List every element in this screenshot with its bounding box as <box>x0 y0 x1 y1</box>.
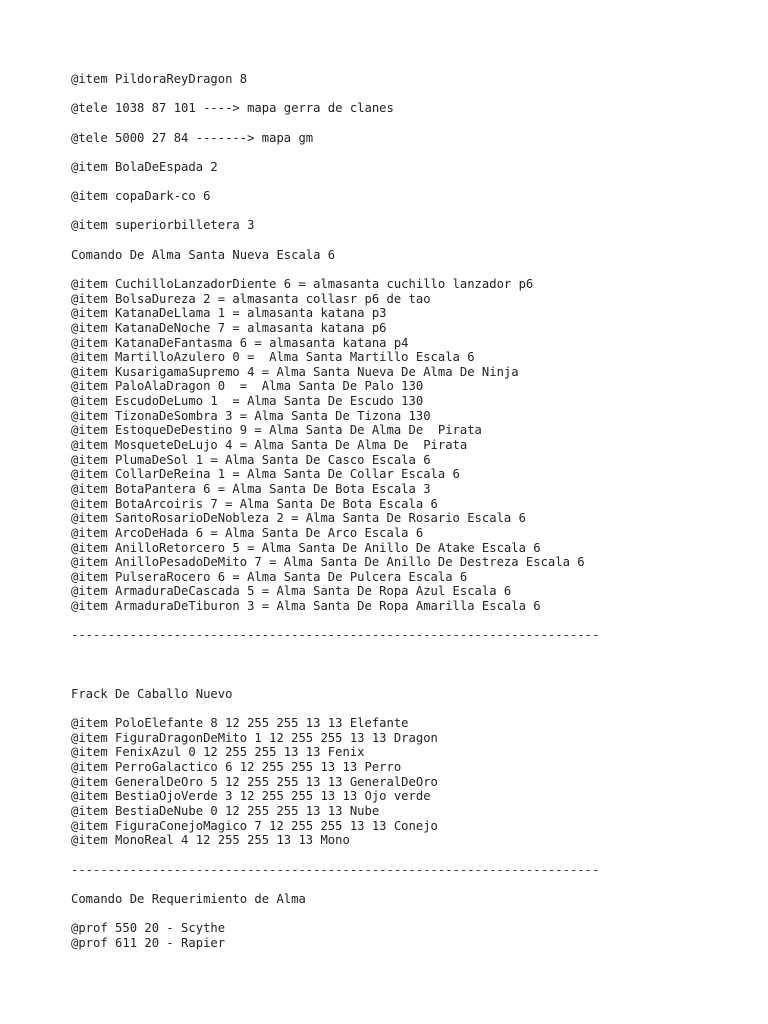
text-line: @item PildoraReyDragon 8 <box>71 72 248 86</box>
text-line: @item MosqueteDeLujo 4 = Alma Santa De Alma De Pirata <box>71 438 468 453</box>
text-line: @tele 5000 27 84 -------> mapa gm <box>71 130 314 145</box>
blank-line <box>71 87 761 102</box>
text-line: @item PulseraRocero 6 = Alma Santa De Pulcera Escala 6 <box>71 569 468 584</box>
text-line: @tele 1038 87 101 ----> mapa gerra de clanes <box>71 101 394 116</box>
blank-line <box>71 658 761 673</box>
blank-line <box>71 877 761 892</box>
text-line: Comando De Requerimiento de Alma <box>71 891 306 906</box>
document-body <box>71 72 761 950</box>
text-line: @item FiguraConejoMagico 7 12 255 255 13 13 Conejo <box>71 818 438 833</box>
text-line: @item ArmaduraDeTiburon 3 = Alma Santa De Ropa Amarilla Escala 6 <box>71 599 541 614</box>
text-line: @item EscudoDeLumo 1 = Alma Santa De Escudo 130 <box>71 394 424 409</box>
blank-line <box>71 204 761 219</box>
text-line: Comando De Alma Santa Nueva Escala 6 <box>71 247 336 262</box>
blank-line <box>71 672 761 687</box>
blank-line <box>71 233 761 248</box>
text-line: @item FenixAzul 0 12 255 255 13 13 Fenix <box>71 745 365 760</box>
blank-line <box>71 702 761 717</box>
text-line: @item KatanaDeLlama 1 = almasanta katana p3 <box>71 306 387 321</box>
text-line: @item TizonaDeSombra 3 = Alma Santa De Tizona 130 <box>71 408 431 423</box>
section-separator: ------------------------------------------------------------------------ <box>71 628 600 643</box>
blank-line <box>71 643 761 658</box>
text-line: @item ArmaduraDeCascada 5 = Alma Santa De Ropa Azul Escala 6 <box>71 584 512 599</box>
text-line: @item PoloElefante 8 12 255 255 13 13 Elefante <box>71 716 409 731</box>
text-line: @item BotaArcoiris 7 = Alma Santa De Bota Escala 6 <box>71 496 438 511</box>
section-separator: ------------------------------------------------------------------------ <box>71 862 600 877</box>
text-line: @item BolaDeEspada 2 <box>71 159 218 174</box>
text-line: @item PaloAlaDragon 0 = Alma Santa De Palo 130 <box>71 379 424 394</box>
text-line: @item EstoqueDeDestino 9 = Alma Santa De Alma De Pirata <box>71 423 482 438</box>
text-line: @item BestiaOjoVerde 3 12 255 255 13 13 Ojo verde <box>71 789 431 804</box>
text-line: @item AnilloPesadoDeMito 7 = Alma Santa De Anillo De Destreza Escala 6 <box>71 555 585 570</box>
text-line: @item CuchilloLanzadorDiente 6 = almasanta cuchillo lanzador p6 <box>71 276 534 291</box>
text-line: @item AnilloRetorcero 5 = Alma Santa De Anillo De Atake Escala 6 <box>71 540 541 555</box>
text-line: @item BolsaDureza 2 = almasanta collasr p6 de tao <box>71 291 431 306</box>
text-line: @item MonoReal 4 12 255 255 13 13 Mono <box>71 833 350 848</box>
text-line: @item ArcoDeHada 6 = Alma Santa De Arco Escala 6 <box>71 525 424 540</box>
text-line: @item GeneralDeOro 5 12 255 255 13 13 GeneralDeOro <box>71 774 438 789</box>
text-line: @item BestiaDeNube 0 12 255 255 13 13 Nube <box>71 804 380 819</box>
text-line: @item KusarigamaSupremo 4 = Alma Santa Nueva De Alma De Ninja <box>71 364 519 379</box>
blank-line <box>71 262 761 277</box>
blank-line <box>71 174 761 189</box>
text-line: Frack De Caballo Nuevo <box>71 686 233 701</box>
text-line: @item superiorbilletera 3 <box>71 218 255 233</box>
text-line: @item KatanaDeNoche 7 = almasanta katana p6 <box>71 320 387 335</box>
text-line: @item SantoRosarioDeNobleza 2 = Alma Santa De Rosario Escala 6 <box>71 511 526 526</box>
text-line: @item PerroGalactico 6 12 255 255 13 13 Perro <box>71 760 402 775</box>
blank-line <box>71 907 761 922</box>
text-line: @item FiguraDragonDeMito 1 12 255 255 13 13 Dragon <box>71 730 438 745</box>
blank-line <box>71 848 761 863</box>
blank-line <box>71 145 761 160</box>
text-line: @item PlumaDeSol 1 = Alma Santa De Casco Escala 6 <box>71 452 431 467</box>
blank-line <box>71 614 761 629</box>
text-line: @prof 550 20 - Scythe <box>71 921 226 936</box>
blank-line <box>71 116 761 131</box>
text-line: @item KatanaDeFantasma 6 = almasanta katana p4 <box>71 335 409 350</box>
text-line: @item copaDark-co 6 <box>71 189 211 204</box>
text-line: @item MartilloAzulero 0 = Alma Santa Martillo Escala 6 <box>71 350 475 365</box>
text-line: @prof 611 20 - Rapier <box>71 935 226 950</box>
text-line: @item BotaPantera 6 = Alma Santa De Bota Escala 3 <box>71 481 431 496</box>
text-line: @item CollarDeReina 1 = Alma Santa De Collar Escala 6 <box>71 467 460 482</box>
